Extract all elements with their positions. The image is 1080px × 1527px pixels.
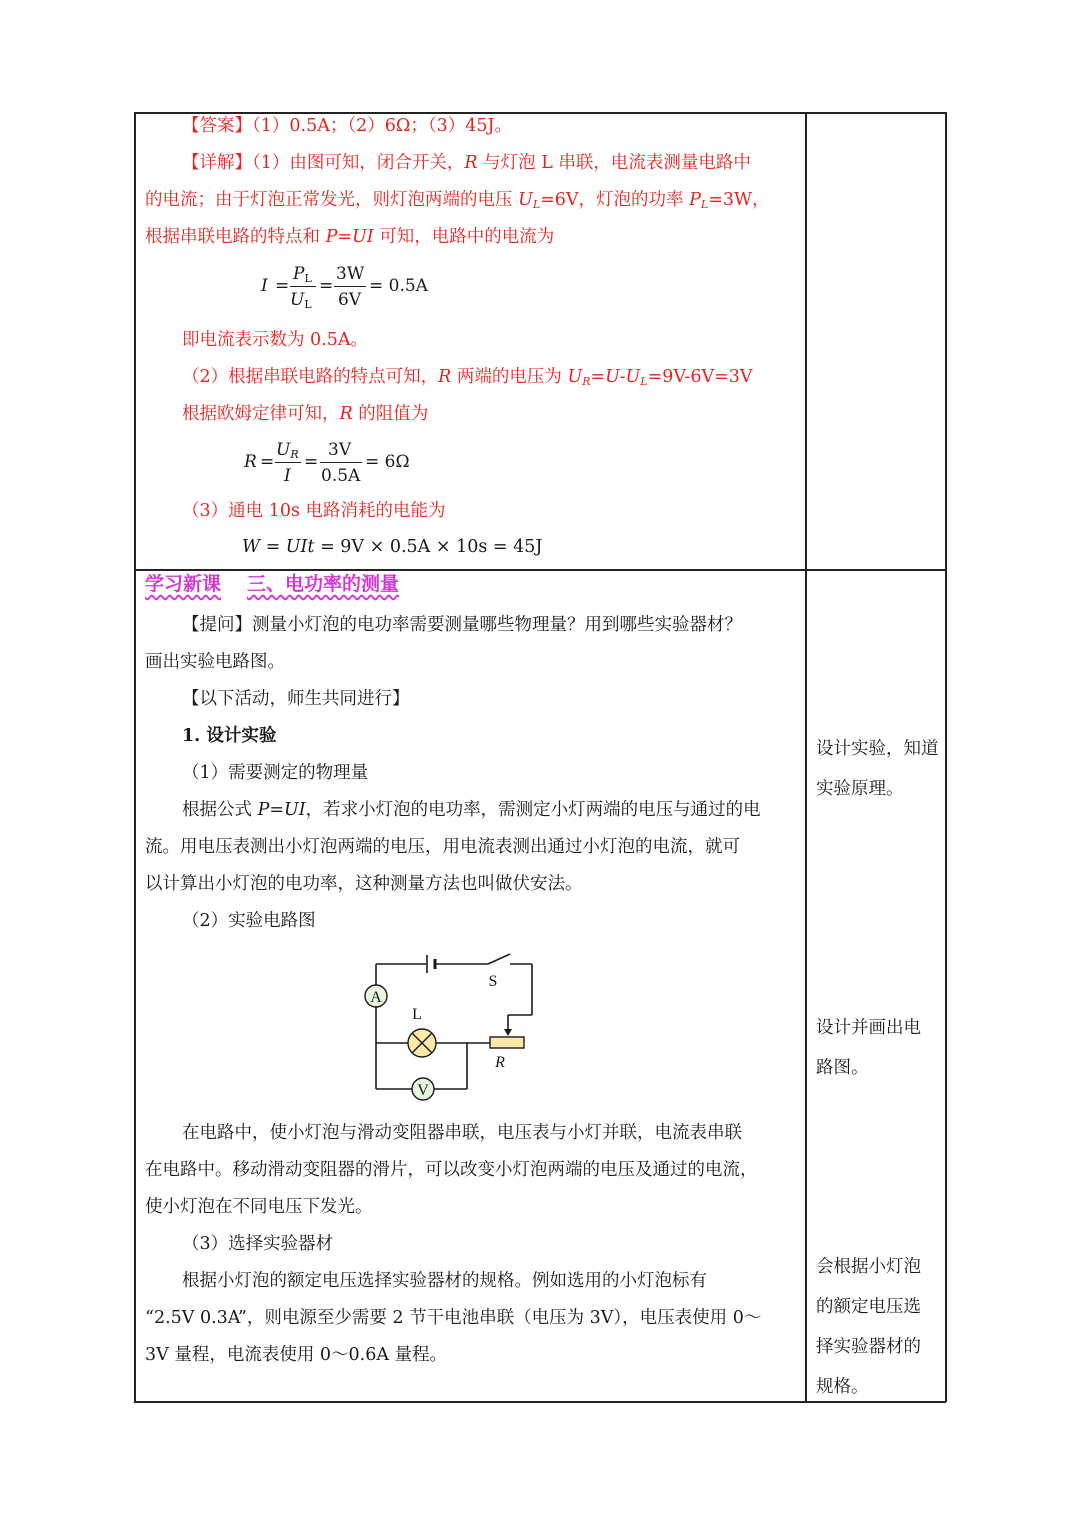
table-border-left (134, 112, 136, 1402)
eq-equals: = (260, 452, 275, 472)
paragraph-line: 以计算出小灯泡的电功率，这种测量方法也叫做伏安法。 (145, 874, 583, 894)
eq-denominator-value: 0.5A (321, 466, 361, 486)
para-formula: P=UI (257, 800, 306, 820)
eq-equals: = (260, 537, 286, 557)
detail-text: 根据串联电路的特点和 (145, 227, 326, 247)
sub-heading-1: （1）需要测定的物理量 (182, 763, 369, 783)
eq-result: = 0.5A (369, 276, 428, 296)
paragraph-line: 流。用电压表测出小灯泡两端的电压，用电流表测出通过小灯泡的电流，就可 (145, 837, 740, 857)
detail-text: （1）由图可知，闭合开关， (252, 153, 465, 173)
paragraph-line: 3V 量程，电流表使用 0～0.6A 量程。 (145, 1345, 448, 1365)
detail-sub: R (582, 375, 591, 388)
note-line: 设计并画出电 (816, 1018, 921, 1038)
table-row-divider (134, 569, 946, 571)
detail-var: U (518, 190, 533, 210)
detail-line-2 (145, 189, 770, 216)
note-line: 实验原理。 (816, 779, 904, 799)
eq-equals: = (304, 452, 319, 472)
fraction-bar (290, 286, 316, 287)
detail-line-4: 即电流表示数为 0.5A。 (182, 330, 369, 350)
switch-label: S (488, 973, 498, 990)
detail-sub: L (640, 375, 648, 388)
section-heading (145, 573, 399, 595)
detail-line-3 (145, 226, 554, 248)
heading-title: 三、电功率的测量 (247, 573, 400, 595)
equation-current (258, 262, 458, 318)
detail-sub: L (700, 198, 709, 211)
paragraph-line: 在电路中，使小灯泡与滑动变阻器串联，电压表与小灯并联，电流表串联 (182, 1123, 742, 1143)
fraction-bar (334, 286, 366, 287)
detail-line-5 (182, 366, 753, 393)
voltmeter-label: V (417, 1082, 429, 1099)
note-line: 规格。 (816, 1377, 869, 1397)
circuit-diagram (350, 945, 550, 1105)
detail-formula: P=UI (325, 227, 374, 247)
eq-denominator: $U_L$ (290, 290, 312, 311)
note-line: 的额定电压选 (816, 1297, 921, 1317)
note-line: 会根据小灯泡 (816, 1257, 921, 1277)
rheostat (490, 1037, 524, 1048)
detail-sub: L (532, 198, 541, 211)
paragraph-line: 使小灯泡在不同电压下发光。 (145, 1197, 373, 1217)
detail-text: 的电流；由于灯泡正常发光，则灯泡两端的电压 (145, 190, 519, 210)
detail-text: 与灯泡 L 串联，电流表测量电路中 (477, 153, 751, 173)
paragraph-line: “2.5V 0.3A”，则电源至少需要 2 节干电池串联（电压为 3V），电压表使用 0～ (145, 1308, 762, 1328)
note-1 (816, 729, 939, 809)
question-line-2: 画出实验电路图。 (145, 652, 285, 672)
para-text: ，若求小灯泡的电功率，需测定小灯两端的电压与通过的电 (305, 800, 761, 820)
eq-lhs: R (244, 452, 257, 472)
rheostat-label: R (495, 1054, 505, 1071)
para-text: 根据公式 (182, 800, 258, 820)
equation-energy (242, 536, 542, 558)
table-border-right (945, 112, 947, 1402)
detail-var: =U-U (590, 367, 641, 387)
table-border-top (134, 112, 946, 114)
paragraph-line: 根据小灯泡的额定电压选择实验器材的规格。例如选用的小灯泡标有 (182, 1271, 707, 1291)
paragraph-line (182, 799, 761, 821)
sub-heading-2: （2）实验电路图 (182, 911, 316, 931)
detail-var: P (689, 190, 701, 210)
detail-line-1 (182, 152, 751, 174)
question-line-1: 【提问】测量小灯泡的电功率需要测量哪些物理量？用到哪些实验器材？ (182, 615, 742, 635)
equation-resistance (240, 438, 440, 494)
detail-line-7: （3）通电 10s 电路消耗的电能为 (182, 501, 446, 521)
eq-equals: = (319, 276, 334, 296)
eq-numerator-value: 3V (328, 440, 352, 460)
eq-numerator: $P_L$ (293, 264, 312, 285)
activity-note: 【以下活动，师生共同进行】 (182, 689, 410, 709)
sub-heading-3: （3）选择实验器材 (182, 1234, 334, 1254)
eq-equals: = (275, 276, 290, 296)
eq-result: = 6Ω (365, 452, 410, 472)
note-line: 路图。 (816, 1058, 869, 1078)
slider-arrow (504, 1029, 512, 1036)
detail-text: 的阻值为 (352, 404, 429, 424)
note-2 (816, 1008, 921, 1088)
detail-text: =3W， (708, 190, 770, 210)
detail-var: U (567, 367, 583, 387)
lamp-label: L (412, 1006, 422, 1023)
paragraph-line: 在电路中。移动滑动变阻器的滑片，可以改变小灯泡两端的电压及通过的电流， (145, 1160, 758, 1180)
note-line: 设计实验，知道 (816, 739, 939, 759)
detail-text: =6V，灯泡的功率 (540, 190, 690, 210)
detail-text: =9V-6V=3V (647, 367, 753, 387)
eq-expression: UIt (285, 537, 315, 557)
detail-text: 根据欧姆定律可知， (182, 404, 340, 424)
detail-line-6 (182, 403, 428, 425)
eq-lhs: W (242, 537, 260, 557)
detail-text: 两端的电压为 (451, 367, 568, 387)
eq-result: = 9V × 0.5A × 10s = 45J (314, 537, 543, 557)
switch-blade (488, 954, 510, 964)
note-line: 择实验器材的 (816, 1337, 921, 1357)
detail-tag: 【详解】 (182, 153, 252, 173)
ammeter-label: A (370, 989, 382, 1006)
eq-lhs: I (261, 276, 268, 296)
detail-var: R (438, 367, 452, 387)
detail-text: （2）根据串联电路的特点可知， (182, 367, 439, 387)
note-3 (816, 1247, 921, 1407)
eq-denominator-value: 6V (338, 290, 362, 310)
heading-label: 学习新课 (145, 573, 222, 595)
eq-numerator-value: 3W (336, 264, 365, 284)
answer-line: 【答案】（1）0.5A；（2）6Ω；（3）45J。 (182, 116, 513, 136)
detail-var: R (464, 153, 478, 173)
table-column-divider (805, 112, 807, 1402)
detail-text: 可知，电路中的电流为 (373, 227, 555, 247)
step-heading: 1. 设计实验 (182, 726, 277, 746)
detail-var: R (339, 404, 353, 424)
eq-denominator: I (284, 466, 291, 486)
fraction-bar (275, 462, 301, 463)
eq-numerator: $U_R$ (276, 440, 299, 461)
fraction-bar (320, 462, 362, 463)
